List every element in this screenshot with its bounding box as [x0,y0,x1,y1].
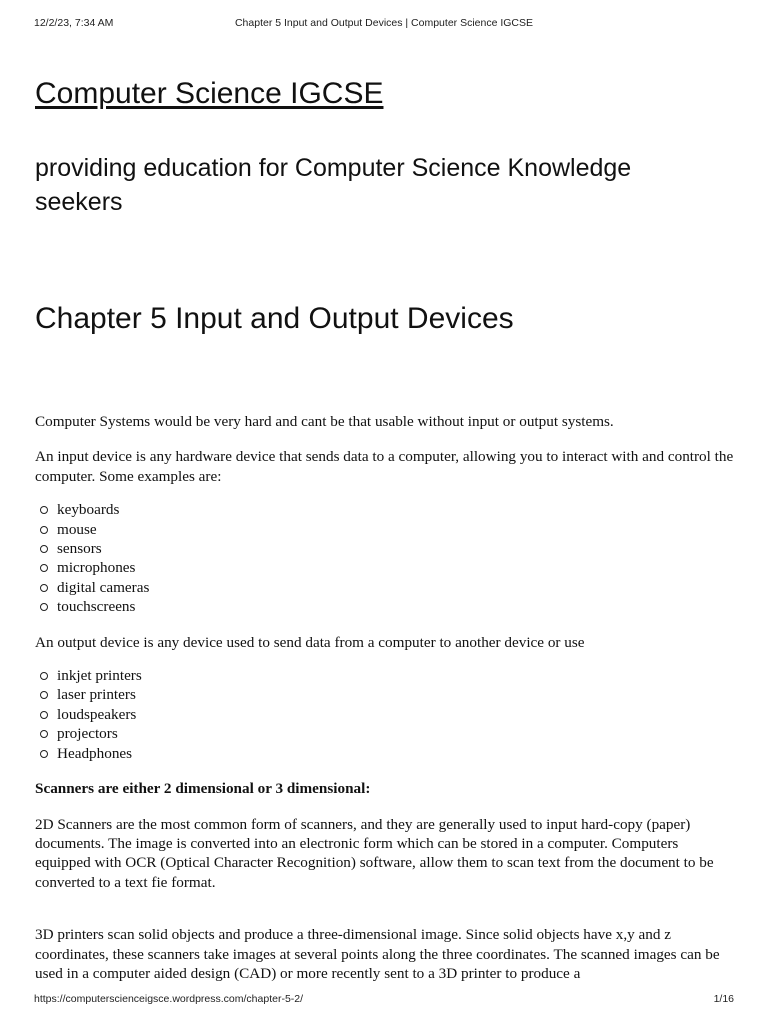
list-item: microphones [57,558,735,577]
input-device-list [35,500,735,616]
list-item: digital cameras [57,578,735,597]
list-item: keyboards [57,500,735,519]
output-device-list [35,666,735,763]
input-intro-paragraph: An input device is any hardware device that sends data to a computer, allowing you to interact with and control the computer. Some examples are: [35,448,734,485]
list-item: Headphones [57,744,735,763]
site-title [35,76,383,112]
list-item: inkjet printers [57,666,735,685]
print-header [34,17,734,31]
output-intro-paragraph: An output device is any device used to send data from a computer to another device or use [35,633,585,651]
list-item: touchscreens [57,597,735,616]
print-datetime: 12/2/23, 7:34 AM [34,17,114,29]
site-title-link[interactable]: Computer Science IGCSE [35,77,384,110]
list-item: laser printers [57,685,735,704]
scanners-3d-paragraph: 3D printers scan solid objects and produce a three-dimensional image. Since solid objects have x,y and z coordinates, these scanners take images at several points along the three coordinates. The scanned images can be used in a computer aided design (CAD) or more recently sent to a 3D printer to produce a [35,926,720,982]
scanners-2d-paragraph: 2D Scanners are the most common form of scanners, and they are generally used to input hard-copy (paper) documents. The image is converted into an electronic form which can be stored in a computer. Computers equipped with OCR (Optical Character Recognition) software, allow them to scan text from the document to be converted to a text fie format. [35,815,714,891]
scanners-heading [35,779,735,798]
page-title: Chapter 5 Input and Output Devices [35,302,514,335]
intro-paragraph: Computer Systems would be very hard and cant be that usable without input or output systems. [35,413,614,430]
print-page-title: Chapter 5 Input and Output Devices | Computer Science IGCSE [234,17,534,29]
print-page-number: 1/16 [713,993,734,1005]
list-item: loudspeakers [57,705,735,724]
print-url: https://computerscienceigsce.wordpress.com/chapter-5-2/ [34,993,304,1005]
print-footer [34,993,734,1007]
site-tagline: providing education for Computer Science Knowledge seekers [35,154,632,216]
list-item: projectors [57,724,735,743]
list-item: mouse [57,520,735,539]
scanners-heading-text: Scanners are either 2 dimensional or 3 dimensional: [35,780,371,798]
list-item: sensors [57,539,735,558]
post-content [35,412,735,983]
